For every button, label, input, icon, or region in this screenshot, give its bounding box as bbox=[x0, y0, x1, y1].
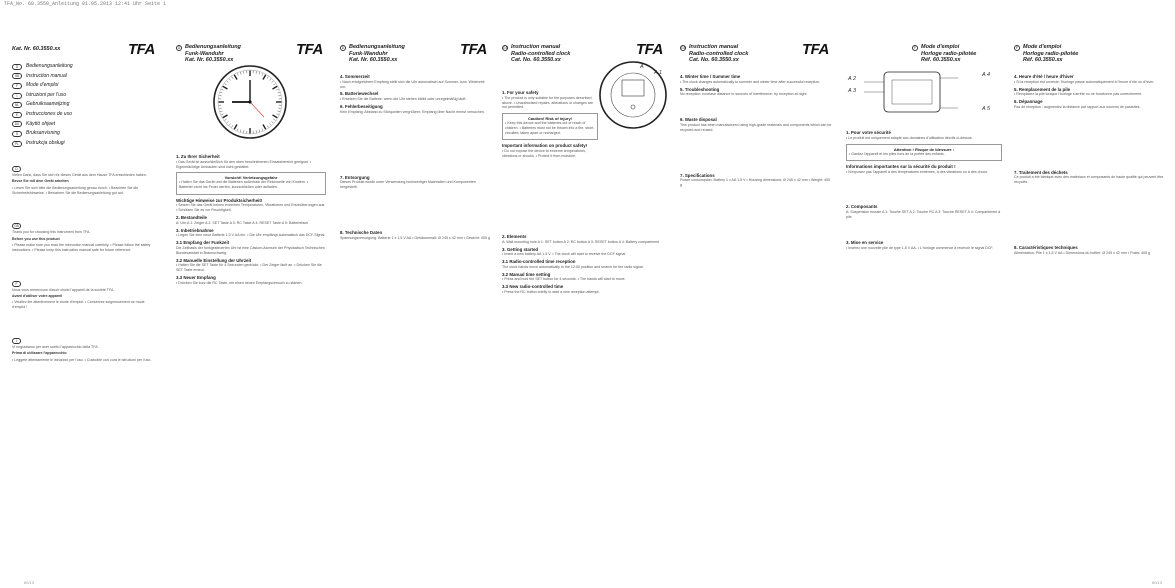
fr-sections bbox=[846, 128, 1002, 252]
section-title: 4. Sommerzeit bbox=[340, 74, 370, 79]
section-text: • Le produit est uniquement adapté aux domaines d'utilisation décrits ci-dessus. bbox=[846, 135, 973, 140]
section-text: Kein Empfang: Abstand zu Störquellen vergrößern; Empfang über Nacht erneut versuchen. bbox=[340, 109, 485, 114]
section-text: Power consumption: Battery 1 x AA 1.5 V • Housing dimensions: Ø 245 x 42 mm • Weight: 405 g bbox=[680, 178, 831, 188]
lang-item: F Mode d'emploi bbox=[12, 81, 132, 91]
column-heading: D Bedienungsanleitung Funk-Wanduhr Kat. Nr. 60.3550.xx bbox=[177, 44, 241, 64]
section-title: 3.2 Manual time setting bbox=[502, 271, 551, 277]
de2-sections bbox=[340, 72, 490, 242]
section-text: The clock hands move automatically to the 12:00 position and search for the radio signal. bbox=[502, 264, 644, 269]
print-header: TFA_No. 60.3550_Anleitung 01.05.2013 12:41 Uhr Seite 1 bbox=[4, 1, 167, 7]
section-title: Important information on product safety! bbox=[502, 143, 588, 149]
en-column-1 bbox=[498, 0, 668, 588]
section-text: Spannungsversorgung: Batterie 1 x 1,5 V AA • Gehäusemaß: Ø 245 x 42 mm • Gewicht: 405 g bbox=[340, 235, 490, 240]
section-title: 2. Elements bbox=[502, 234, 527, 239]
language-list bbox=[12, 62, 132, 148]
lang-item: PL Instrukcja obsługi bbox=[12, 139, 132, 149]
de-column-2 bbox=[336, 0, 492, 588]
column-heading: D Bedienungsanleitung Funk-Wanduhr Kat. Nr. 60.3550.xx bbox=[341, 44, 405, 64]
section-text: • The product is only suitable for the purposes described above. • Unauthorised repairs, alterations or changes are not permitted. bbox=[502, 95, 593, 110]
section-text: Alimentation: Pile 1 x 1,5 V AA • Dimensions du boîtier: Ø 245 x 42 mm • Poids: 405 g bbox=[1014, 250, 1151, 255]
section-title: 3.3 New radio-controlled time bbox=[502, 284, 564, 290]
section-title: 5. Remplacement de la pile bbox=[1014, 86, 1071, 92]
section-title: 5. Batteriewechsel bbox=[340, 91, 379, 97]
section-title: 8. Technische Daten bbox=[340, 229, 383, 235]
section-text: • Press the RC button briefly to start a new reception attempt. bbox=[502, 289, 600, 294]
section-text: • Drücken Sie kurz die RC Taste, um einen neuen Empfangsversuch zu starten. bbox=[176, 280, 303, 285]
tfa-logo: TFA bbox=[460, 41, 487, 58]
lang-item: DK Käyttö ohjeet bbox=[12, 120, 132, 130]
section-title: 1. Pour votre sécurité bbox=[846, 130, 891, 135]
column-heading: GB Instruction manual Radio-controlled clock Cat. No. 60.3550.xx bbox=[503, 44, 571, 64]
section-text: • Press and hold the SET button for 4 seconds. • The hands will start to move. bbox=[502, 277, 626, 282]
fig-label-a1: A 1 bbox=[654, 70, 663, 76]
tfa-logo: TFA bbox=[802, 41, 829, 58]
section-text: • Insérez une nouvelle pile de type 1,5 V AA. • L'horloge commence à recevoir le signal DCF. bbox=[846, 245, 994, 250]
section-title: 3.1 Radio-controlled time reception bbox=[502, 259, 576, 265]
section-text: • The clock changes automatically to summer and winter time after successful reception. bbox=[680, 79, 821, 84]
section-text: A: Uhr A 1: Zeiger A 2: SET Taste A 3: RC Taste A 4: RESET Taste A 5: Batteriefach bbox=[176, 220, 309, 225]
section-title: 7. Specifications bbox=[680, 172, 715, 178]
section-text: Die Zeitbasis der funkgesteuerten Uhr ist eine Cäsium-Atomuhr der Physikalisch Technischen Bundesanstalt in Braunschweig. bbox=[176, 245, 325, 255]
product-number: Kat. Nr. 60.3550.xx bbox=[12, 46, 61, 52]
section-title: 3. Inbetriebnahme bbox=[176, 227, 214, 233]
lang-item: S Bruksanvisning bbox=[12, 129, 132, 139]
fig-label-a2: A 2 bbox=[848, 76, 857, 82]
section-title: 2. Bestandteile bbox=[176, 215, 207, 220]
section-title: 3.3 Neuer Empfang bbox=[176, 274, 216, 280]
section-title: 4. Heure d'été / heure d'hiver bbox=[1014, 74, 1074, 79]
section-text: This product has been manufactured using high-grade materials and components which can be recycled and reused. bbox=[680, 122, 832, 132]
column-heading: GB Instruction manual Radio-controlled clock Cat. No. 60.3550.xx bbox=[681, 44, 749, 64]
section-text: • Legen Sie eine neue Batterie 1,5 V AA ein. • Die Uhr empfängt automatisch das DCF-Signal. bbox=[176, 233, 326, 238]
language-icon: GB bbox=[503, 46, 509, 50]
page-number: 60/13 bbox=[1151, 580, 1162, 585]
section-text: • Ersetzen Sie die Batterie, wenn die Uhr stehen bleibt oder unregelmäßig läuft. bbox=[340, 97, 467, 102]
fig-label-a5: A 5 bbox=[982, 106, 991, 112]
en2-sections bbox=[680, 72, 832, 189]
column-heading: F Mode d'emploi Horloge radio-pilotée Réf. 60.3550.xx bbox=[913, 44, 977, 64]
section-title: 4. Winter time / Summer time bbox=[680, 74, 741, 79]
fr-column-1 bbox=[842, 0, 1006, 588]
section-title: 8. Caractéristiques techniques bbox=[1014, 245, 1078, 251]
section-title: 7. Entsorgung bbox=[340, 174, 370, 180]
fig-label-a3: A 3 bbox=[848, 88, 857, 94]
section-title: 7. Traitement des déchets bbox=[1014, 169, 1068, 175]
language-icon: F bbox=[913, 46, 917, 50]
lang-item: D Bedienungsanleitung bbox=[12, 62, 132, 72]
section-title: 5. Troubleshooting bbox=[680, 86, 720, 92]
intro-block-fr: F Nous vous remercions d'avoir choisi l'appareil de la société TFA. Avant d'utiliser votre appareil • Veuillez lire attentivement le mode d'emploi. • Conservez soigneusement ce mode d'emploi ! bbox=[12, 281, 145, 310]
lang-item: I Istruzioni per l'uso bbox=[12, 91, 132, 101]
section-text: No reception: increase distance to sources of interference; try reception at night. bbox=[680, 92, 808, 97]
fig-label-a4: A 4 bbox=[982, 72, 991, 78]
section-text: • Nach erfolgreichem Empfang stellt sich die Uhr automatisch auf Sommer- bzw. Winterzeit um. bbox=[340, 79, 485, 89]
battery-compartment-illustration bbox=[862, 68, 962, 116]
section-title: 3.1 Empfang der Funkzeit bbox=[176, 240, 230, 246]
section-text: • Das Gerät ist ausschließlich für den oben beschriebenen Einsatzbereich geeignet. • Eigenmächtige Umbauten sind nicht gestattet. bbox=[176, 159, 312, 169]
section-text: A: Suspension murale A 1: Touche SET A 2: Touche RC A 3: Touche RESET A 4: Compartiment à pile bbox=[846, 210, 1001, 220]
section-title: 6. Dépannage bbox=[1014, 99, 1043, 105]
tfa-logo: TFA bbox=[636, 41, 663, 58]
column-heading: F Mode d'emploi Horloge radio-pilotée Réf. 60.3550.xx bbox=[1015, 44, 1079, 64]
clock-illustration bbox=[212, 64, 288, 140]
section-title: 6. Waste disposal bbox=[680, 117, 717, 123]
section-text: A: Wall mounting hole A 1: SET button A 2: RC button A 3: RESET button A 4: Battery compartment bbox=[502, 239, 660, 244]
lang-item: E Instrucciones de uso bbox=[12, 110, 132, 120]
section-text: • Halten Sie die SET Taste für 4 Sekunden gedrückt. • Der Zeiger läuft an. • Drücken Sie die SET Taste erneut. bbox=[176, 263, 322, 273]
en-sections bbox=[502, 88, 598, 160]
section-title: Wichtige Hinweise zur Produktsicherheit! bbox=[176, 197, 263, 203]
language-icon: F bbox=[1015, 46, 1019, 50]
section-title: 6. Fehlerbeseitigung bbox=[340, 103, 383, 109]
warning-box: Attention ! Risque de blessure : • Gardez l'appareil et les piles hors de la portée des enfants. bbox=[846, 144, 1002, 161]
cover-column bbox=[10, 0, 160, 588]
en-column-2 bbox=[676, 0, 836, 588]
intro-block-de: D Vielen Dank, dass Sie sich für dieses Gerät aus dem Hause TFA entschieden haben. Bevor Sie mit dem Gerät arbeiten • Lesen Sie sich bitte die Bedienungsanleitung genau durch. • Beachten Sie die Sicherheitshinweise. • Bewahren Sie die Bedienungsanleitung gut auf. bbox=[12, 167, 147, 195]
de-sections bbox=[176, 152, 326, 287]
section-title: 1. Zu Ihrer Sicherheit bbox=[176, 154, 220, 159]
fig-label-a: A bbox=[640, 64, 644, 70]
en-sections-lower bbox=[502, 232, 666, 296]
section-title: 1. For your safety bbox=[502, 90, 539, 95]
section-text: • Si la réception est correcte, l'horloge passe automatiquement à l'heure d'été ou d'hiver. bbox=[1014, 79, 1155, 84]
intro-blocks bbox=[12, 160, 157, 364]
warning-box: Caution! Risk of injury! • Keep this device and the batteries out of reach of children. • Batteries must not be thrown into a fire, short-circuited, taken apart or recharged. bbox=[502, 113, 598, 140]
section-text: Pas de réception : augmentez la distance par rapport aux sources de parasites. bbox=[1014, 104, 1141, 109]
lang-item: GB Instruction manual bbox=[12, 72, 132, 82]
fr-column-2 bbox=[1010, 0, 1170, 588]
page-number: 60/13 bbox=[24, 580, 35, 585]
de-column-1 bbox=[172, 0, 328, 588]
section-text: • N'exposez pas l'appareil à des températures extrêmes, à des vibrations ou à des chocs. bbox=[846, 169, 989, 174]
section-title: 3. Mise en service bbox=[846, 239, 884, 245]
section-title: 3. Getting started bbox=[502, 246, 539, 252]
section-text: • Insert a new battery AA 1.5 V. • The clock will start to receive the DCF signal. bbox=[502, 252, 627, 257]
language-icon: GB bbox=[681, 46, 687, 50]
section-text: Dieses Produkt wurde unter Verwendung hochwertiger Materialien und Komponenten hergestellt. bbox=[340, 180, 476, 190]
section-text: • Do not expose the device to extreme temperatures, vibrations or shocks. • Protect it from moisture. bbox=[502, 149, 586, 158]
section-text: • Remplacez la pile lorsque l'horloge s'arrête ou ne fonctionne pas correctement. bbox=[1014, 92, 1143, 97]
section-title: 3.2 Manuelle Einstellung der Uhrzeit bbox=[176, 257, 252, 263]
lang-item: NL Gebruiksaanwijzing bbox=[12, 100, 132, 110]
intro-block-it: I Vi ringraziamo per aver scelto l'apparecchio della TFA. Prima di utilizzare l'apparecchio • Leggete attentamente le istruzioni per l'uso. • Custodite con cura le istruzioni per l'uso. bbox=[12, 339, 152, 362]
tfa-logo: TFA bbox=[296, 41, 323, 58]
section-text: • Setzen Sie das Gerät keinen extremen Temperaturen, Vibrationen und Erschütterungen aus. • Schützen Sie es vor Feuchtigkeit. bbox=[176, 203, 326, 213]
language-icon: D bbox=[341, 46, 345, 50]
tfa-logo: TFA bbox=[128, 41, 155, 58]
fr2-sections bbox=[1014, 72, 1166, 257]
section-title: Informations importantes sur la sécurité du produit ! bbox=[846, 163, 956, 169]
section-text: Ce produit a été fabriqué avec des matériaux et composants de haute qualité qui peuvent être recyclés. bbox=[1014, 175, 1164, 185]
section-title: 2. Composants bbox=[846, 204, 878, 210]
intro-block-gb: GB Thank you for choosing this instrument from TFA. Before you use this product • Please make sure you read the instruction manual carefully. • Please follow the safety instructions. • Please keep this instruction manual safe for future reference. bbox=[12, 224, 151, 252]
warning-box: Vorsicht! Verletzungsgefahr • Halten Sie das Gerät und die Batterien außerhalb der Reichweite von Kindern. • Batterien nicht ins Feuer werfen, kurzschließen oder aufladen. bbox=[176, 172, 326, 194]
language-icon: D bbox=[177, 46, 181, 50]
